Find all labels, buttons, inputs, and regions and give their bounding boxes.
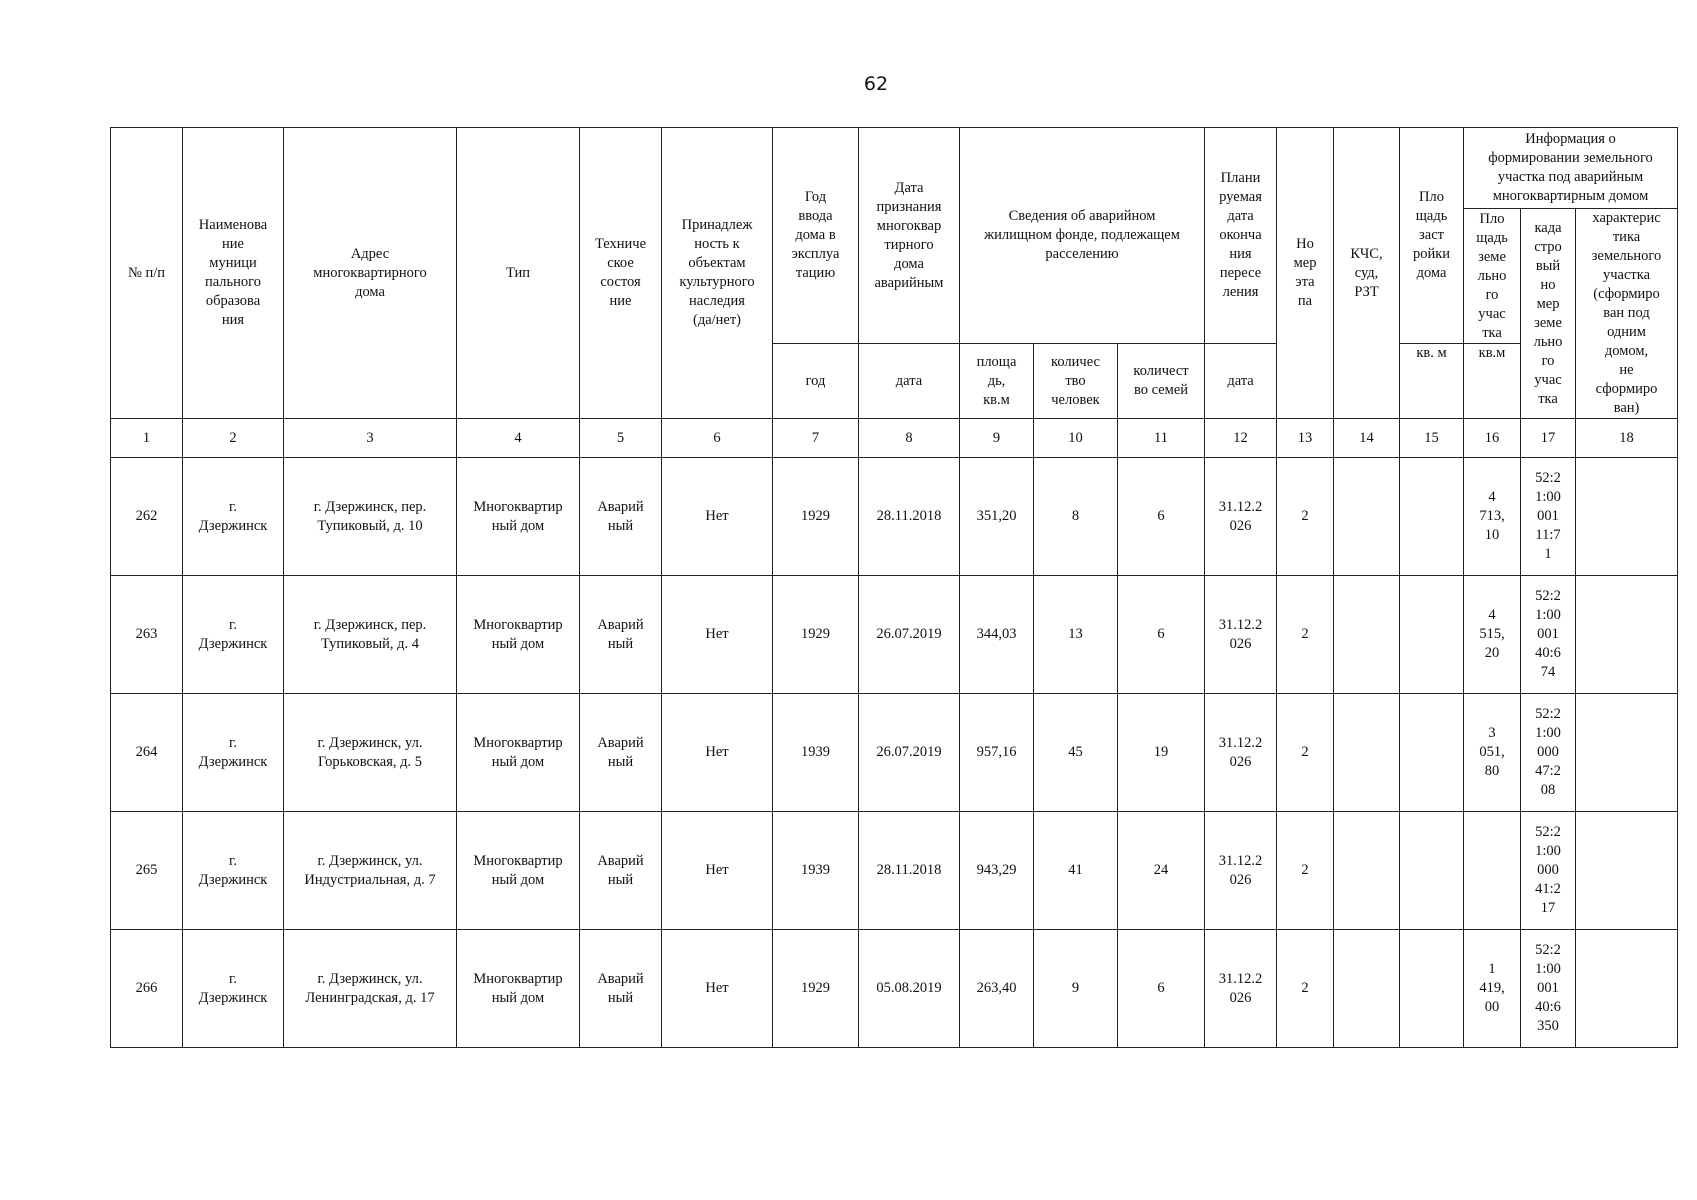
table-cell: 1 419, 00: [1464, 930, 1521, 1048]
table-cell: Аварий ный: [580, 458, 662, 576]
table-cell: Аварий ный: [580, 576, 662, 694]
table-cell: 31.12.2 026: [1205, 930, 1277, 1048]
table-cell: 1929: [773, 458, 859, 576]
table-cell: 4 713, 10: [1464, 458, 1521, 576]
table-cell: 52:2 1:00 001 11:7 1: [1521, 458, 1576, 576]
table-cell: [1334, 812, 1400, 930]
column-number-cell: 11: [1118, 419, 1205, 458]
table-cell: Нет: [662, 458, 773, 576]
column-number-cell: 5: [580, 419, 662, 458]
column-number-cell: 9: [960, 419, 1034, 458]
column-number-cell: 17: [1521, 419, 1576, 458]
header-row-1: [111, 128, 1678, 209]
table-cell: 19: [1118, 694, 1205, 812]
table-cell: [1400, 458, 1464, 576]
table-cell: 52:2 1:00 000 41:2 17: [1521, 812, 1576, 930]
table-cell: 41: [1034, 812, 1118, 930]
table-row: [111, 576, 1678, 694]
header-cell: Пло щадь земе льно го учас тка: [1464, 209, 1521, 344]
header-cell: Год ввода дома в эксплуа тацию: [773, 128, 859, 344]
table-cell: Нет: [662, 576, 773, 694]
column-number-cell: 14: [1334, 419, 1400, 458]
table-cell: г. Дзержинск: [183, 576, 284, 694]
table-cell: Многоквартир ный дом: [457, 694, 580, 812]
table-cell: 943,29: [960, 812, 1034, 930]
table-cell: 1939: [773, 694, 859, 812]
column-number-cell: 6: [662, 419, 773, 458]
table-cell: 28.11.2018: [859, 812, 960, 930]
table-cell: Многоквартир ный дом: [457, 576, 580, 694]
table-cell: 6: [1118, 458, 1205, 576]
subheader-cell: кв. м: [1400, 344, 1464, 419]
table-cell: 351,20: [960, 458, 1034, 576]
table-cell: г. Дзержинск: [183, 694, 284, 812]
emergency-housing-table: [110, 127, 1678, 1048]
table-cell: 52:2 1:00 001 40:6 350: [1521, 930, 1576, 1048]
table-cell: 2: [1277, 694, 1334, 812]
table-cell: [1400, 812, 1464, 930]
table-cell: 265: [111, 812, 183, 930]
table-cell: г. Дзержинск, ул. Индустриальная, д. 7: [284, 812, 457, 930]
table-cell: 31.12.2 026: [1205, 694, 1277, 812]
table-cell: Многоквартир ный дом: [457, 458, 580, 576]
table-cell: 13: [1034, 576, 1118, 694]
header-cell: Техниче ское состоя ние: [580, 128, 662, 419]
table-cell: 2: [1277, 930, 1334, 1048]
table-cell: 2: [1277, 812, 1334, 930]
table-cell: Аварий ный: [580, 930, 662, 1048]
subheader-cell: год: [773, 344, 859, 419]
table-cell: 1939: [773, 812, 859, 930]
page-number: 62: [863, 73, 889, 95]
header-cell: Тип: [457, 128, 580, 419]
table-cell: г. Дзержинск, пер. Тупиковый, д. 4: [284, 576, 457, 694]
subheader-cell: количест во семей: [1118, 344, 1205, 419]
header-cell: КЧС, суд, РЗТ: [1334, 128, 1400, 419]
table-cell: г. Дзержинск, пер. Тупиковый, д. 10: [284, 458, 457, 576]
table-cell: [1400, 930, 1464, 1048]
table-cell: 45: [1034, 694, 1118, 812]
table-cell: Нет: [662, 812, 773, 930]
table-cell: 262: [111, 458, 183, 576]
table-cell: Аварий ный: [580, 694, 662, 812]
table-cell: 31.12.2 026: [1205, 458, 1277, 576]
table-cell: Нет: [662, 930, 773, 1048]
table-cell: г. Дзержинск: [183, 930, 284, 1048]
table-cell: 52:2 1:00 001 40:6 74: [1521, 576, 1576, 694]
table-cell: 1929: [773, 576, 859, 694]
table-cell: [1576, 576, 1678, 694]
subheader-cell: количес тво человек: [1034, 344, 1118, 419]
table-cell: 05.08.2019: [859, 930, 960, 1048]
table-cell: [1464, 812, 1521, 930]
column-number-cell: 2: [183, 419, 284, 458]
table-cell: 8: [1034, 458, 1118, 576]
header-cell: Сведения об аварийном жилищном фонде, подлежащем расселению: [960, 128, 1205, 344]
column-number-row: [111, 419, 1678, 458]
header-cell: Но мер эта па: [1277, 128, 1334, 419]
table-cell: г. Дзержинск, ул. Ленинградская, д. 17: [284, 930, 457, 1048]
table-cell: 3 051, 80: [1464, 694, 1521, 812]
table-row: [111, 458, 1678, 576]
header-cell: Плани руемая дата оконча ния пересе ления: [1205, 128, 1277, 344]
column-number-cell: 1: [111, 419, 183, 458]
table-cell: Многоквартир ный дом: [457, 930, 580, 1048]
table-cell: [1576, 458, 1678, 576]
table-cell: 1929: [773, 930, 859, 1048]
column-number-cell: 8: [859, 419, 960, 458]
column-number-cell: 18: [1576, 419, 1678, 458]
table-cell: [1576, 694, 1678, 812]
table-cell: Аварий ный: [580, 812, 662, 930]
column-number-cell: 16: [1464, 419, 1521, 458]
subheader-cell: дата: [1205, 344, 1277, 419]
table-cell: Многоквартир ный дом: [457, 812, 580, 930]
table-cell: 2: [1277, 576, 1334, 694]
column-number-cell: 3: [284, 419, 457, 458]
table-cell: [1576, 930, 1678, 1048]
subheader-cell: площа дь, кв.м: [960, 344, 1034, 419]
table-cell: [1334, 576, 1400, 694]
table-cell: [1334, 458, 1400, 576]
table-cell: 9: [1034, 930, 1118, 1048]
table-cell: 52:2 1:00 000 47:2 08: [1521, 694, 1576, 812]
table-cell: 264: [111, 694, 183, 812]
table-cell: 344,03: [960, 576, 1034, 694]
table-cell: г. Дзержинск, ул. Горьковская, д. 5: [284, 694, 457, 812]
table-cell: 266: [111, 930, 183, 1048]
table-cell: 26.07.2019: [859, 694, 960, 812]
table-cell: 4 515, 20: [1464, 576, 1521, 694]
table-cell: [1400, 694, 1464, 812]
column-number-cell: 7: [773, 419, 859, 458]
table-cell: 2: [1277, 458, 1334, 576]
table-cell: 31.12.2 026: [1205, 812, 1277, 930]
subheader-cell: кв.м: [1464, 344, 1521, 419]
header-cell: № п/п: [111, 128, 183, 419]
table-row: [111, 930, 1678, 1048]
header-cell: када стро вый но мер земе льно го учас тка: [1521, 209, 1576, 419]
header-cell: Информация о формировании земельного участка под аварийным многоквартирным домом: [1464, 128, 1678, 209]
table-cell: [1576, 812, 1678, 930]
header-cell: Наименова ние муници пального образова ния: [183, 128, 284, 419]
table-cell: [1400, 576, 1464, 694]
table-cell: 6: [1118, 930, 1205, 1048]
header-cell: Принадлеж ность к объектам культурного наследия (да/нет): [662, 128, 773, 419]
table-cell: г. Дзержинск: [183, 458, 284, 576]
table-cell: 957,16: [960, 694, 1034, 812]
subheader-cell: дата: [859, 344, 960, 419]
table-cell: 263: [111, 576, 183, 694]
table-cell: г. Дзержинск: [183, 812, 284, 930]
header-cell: характерис тика земельного участка (сформиро ван под одним домом, не сформиро ван): [1576, 209, 1678, 419]
header-cell: Адрес многоквартирного дома: [284, 128, 457, 419]
column-number-cell: 13: [1277, 419, 1334, 458]
table-cell: 24: [1118, 812, 1205, 930]
table-cell: 6: [1118, 576, 1205, 694]
table-cell: 28.11.2018: [859, 458, 960, 576]
table-row: [111, 694, 1678, 812]
column-number-cell: 12: [1205, 419, 1277, 458]
column-number-cell: 4: [457, 419, 580, 458]
table-cell: [1334, 930, 1400, 1048]
column-number-cell: 10: [1034, 419, 1118, 458]
table-cell: 26.07.2019: [859, 576, 960, 694]
table-cell: 263,40: [960, 930, 1034, 1048]
table-row: [111, 812, 1678, 930]
header-cell: Дата признания многоквар тирного дома аварийным: [859, 128, 960, 344]
column-number-cell: 15: [1400, 419, 1464, 458]
table-cell: [1334, 694, 1400, 812]
table-cell: Нет: [662, 694, 773, 812]
table-cell: 31.12.2 026: [1205, 576, 1277, 694]
header-cell: Пло щадь заст ройки дома: [1400, 128, 1464, 344]
